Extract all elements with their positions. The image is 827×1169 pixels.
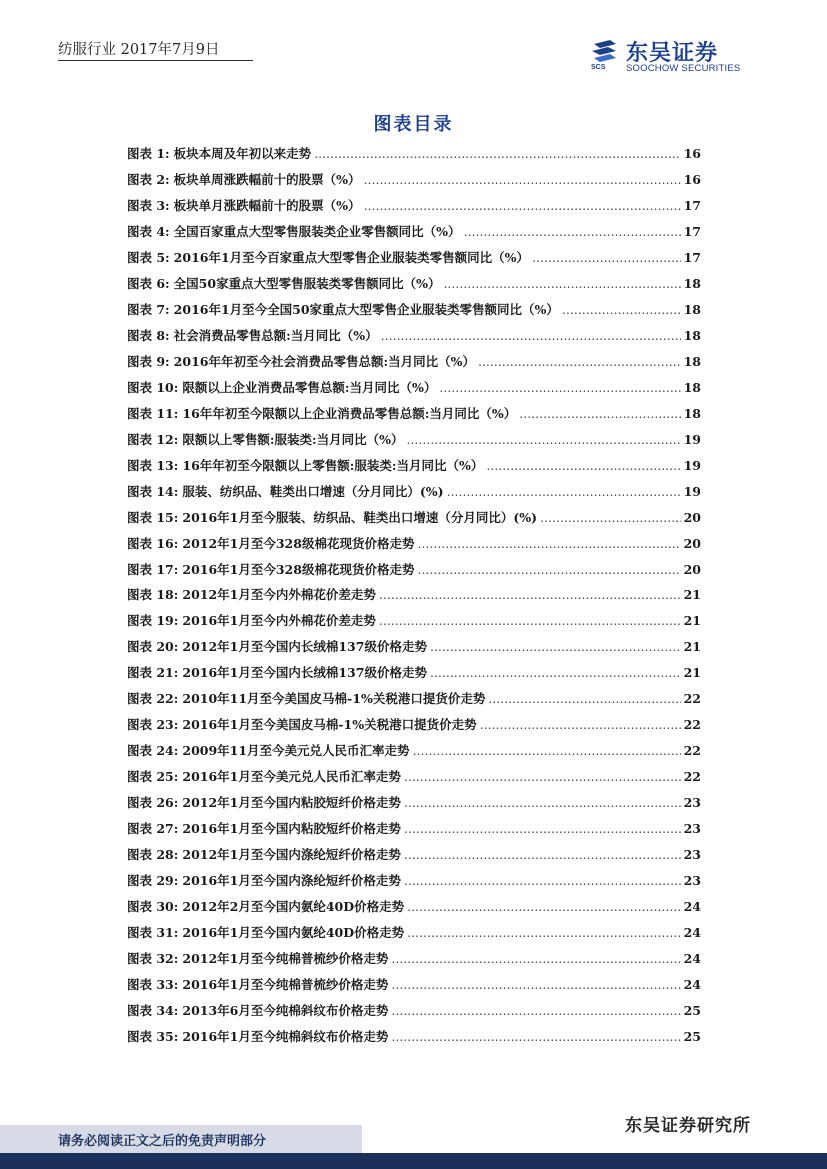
toc-entry-leader: [404, 873, 681, 888]
toc-entry-title: 2012年1月至今国内粘胶短纤价格走势: [182, 795, 401, 811]
toc-entry-prefix: 图表 12:: [127, 431, 179, 447]
toc-entry-prefix: 图表 10:: [127, 379, 179, 395]
toc-entry[interactable]: [127, 144, 701, 170]
toc-entry-title: 2016年1月至今美元兑人民币汇率走势: [182, 769, 401, 785]
toc-entry[interactable]: [127, 767, 701, 793]
toc-entry-leader: [413, 743, 681, 758]
toc-entry-prefix: 图表 35:: [127, 1028, 179, 1044]
toc-entry-page: 18: [683, 301, 701, 317]
toc-entry-leader: [480, 717, 681, 732]
toc-entry-title: 2009年11月至今美元兑人民币汇率走势: [182, 743, 410, 759]
toc-entry-page: 21: [683, 665, 701, 681]
toc-entry-title: 全国百家重点大型零售服装类企业零售额同比（%）: [173, 223, 461, 239]
toc-entry-leader: [406, 432, 680, 447]
toc-entry-leader: [404, 795, 681, 810]
toc-entry-leader: [391, 951, 680, 966]
toc-entry-leader: [488, 691, 680, 706]
toc-entry-leader: [391, 1003, 680, 1018]
toc-entry[interactable]: [127, 222, 701, 248]
toc-entry-title: 全国50家重点大型零售服装类零售额同比（%）: [173, 275, 441, 291]
toc-entry[interactable]: [127, 741, 701, 767]
toc-entry-prefix: 图表 33:: [127, 977, 179, 992]
toc-entry-leader: [447, 484, 681, 499]
toc-entry-prefix: 图表 19:: [127, 613, 179, 629]
toc-entry-page: 25: [683, 1028, 701, 1044]
toc-entry-prefix: 图表 4:: [127, 223, 170, 239]
toc-entry-leader: [439, 380, 680, 395]
footer-bar-dark: [0, 1153, 827, 1169]
toc-entry-page: 17: [683, 197, 701, 213]
toc-entry-title: 2012年1月至今国内涤纶短纤价格走势: [182, 847, 401, 863]
toc-entry-page: 17: [683, 249, 701, 265]
toc-entry-page: 16: [683, 171, 701, 187]
toc-entry-title: 2013年6月至今纯棉斜纹布价格走势: [182, 1002, 389, 1018]
toc-entry[interactable]: [127, 404, 701, 430]
toc-entry-leader: [404, 821, 681, 836]
toc-entry-page: 24: [683, 899, 701, 915]
toc-entry[interactable]: [127, 300, 701, 326]
toc-list: [127, 144, 701, 1053]
toc-entry-title: 2016年1月至今美国皮马棉-1%关税港口提货价走势: [182, 717, 477, 733]
toc-entry-title: 2012年1月至今328级棉花现货价格走势: [182, 535, 415, 551]
toc-entry-title: 2010年11月至今美国皮马棉-1%关税港口提货价走势: [182, 691, 486, 707]
toc-entry-page: 19: [683, 457, 701, 473]
toc-entry[interactable]: [127, 456, 701, 482]
toc-entry-title: 板块单月涨跌幅前十的股票（%）: [173, 197, 361, 213]
footer-disclaimer: 请务必阅读正文之后的免责声明部分: [58, 1134, 267, 1149]
toc-entry-leader: [364, 198, 681, 213]
toc-entry-page: 23: [683, 795, 701, 811]
toc-entry-prefix: 图表 29:: [127, 873, 179, 889]
toc-entry[interactable]: [127, 611, 701, 637]
toc-entry-prefix: 图表 7:: [127, 301, 170, 317]
toc-entry-page: 19: [683, 431, 701, 447]
toc-entry-prefix: 图表 31:: [127, 925, 179, 941]
toc-entry-title: 2016年1月至今百家重点大型零售企业服装类零售额同比（%）: [173, 249, 530, 265]
toc-entry-prefix: 图表 28:: [127, 847, 179, 863]
toc-entry-prefix: 图表 9:: [127, 353, 170, 369]
toc-entry-title: 2016年1月至今全国50家重点大型零售企业服装类零售额同比（%）: [173, 301, 559, 317]
toc-entry-title: 2016年1月至今国内长绒棉137级价格走势: [182, 665, 427, 681]
toc-entry[interactable]: [127, 871, 701, 897]
toc-entry-title: 16年年初至今限额以上企业消费品零售总额:当月同比（%）: [182, 405, 517, 421]
toc-entry[interactable]: [127, 196, 701, 222]
toc-entry[interactable]: [127, 326, 701, 352]
toc-entry-leader: [478, 354, 681, 369]
toc-entry-prefix: 图表 21:: [127, 665, 179, 681]
toc-entry-title: 2016年1月至今国内粘胶短纤价格走势: [182, 821, 401, 837]
toc-entry[interactable]: [127, 274, 701, 300]
toc-entry[interactable]: [127, 430, 701, 456]
toc-entry-prefix: 图表 13:: [127, 457, 179, 473]
logo-name-cn: 东吴证券: [626, 41, 719, 66]
toc-entry-title: 2012年1月至今内外棉花价差走势: [182, 587, 376, 603]
toc-entry[interactable]: [127, 508, 701, 534]
toc-entry[interactable]: [127, 949, 701, 975]
toc-entry-leader: [562, 302, 681, 317]
toc-entry-title: 2012年2月至今国内氨纶40D价格走势: [182, 899, 405, 915]
toc-entry-title: 2016年1月至今国内氨纶40D价格走势: [182, 925, 405, 941]
company-logo: [590, 36, 760, 76]
toc-entry-leader: [391, 1029, 680, 1044]
soochow-logo-icon: [590, 38, 620, 70]
toc-entry[interactable]: [127, 352, 701, 378]
toc-entry-prefix: 图表 14:: [127, 483, 179, 499]
toc-entry[interactable]: [127, 975, 701, 1001]
toc-entry-leader: [407, 899, 680, 914]
svg-text:SCS: SCS: [591, 64, 606, 70]
toc-entry-leader: [417, 562, 680, 577]
toc-title: 图表目录: [373, 114, 454, 135]
header-industry-date: 纺服行业 2017年7月9日: [58, 42, 220, 58]
toc-entry-leader: [417, 536, 680, 551]
toc-entry-prefix: 图表 11:: [127, 405, 179, 421]
toc-entry-page: 21: [683, 639, 701, 655]
toc-entry-title: 板块本周及年初以来走势: [173, 146, 312, 161]
toc-entry[interactable]: [127, 819, 701, 845]
toc-entry-page: 22: [683, 769, 701, 785]
toc-entry-page: 18: [683, 353, 701, 369]
toc-entry-prefix: 图表 32:: [127, 951, 179, 967]
toc-entry-page: 25: [683, 1002, 701, 1018]
toc-entry-page: 23: [683, 847, 701, 863]
toc-entry-prefix: 图表 26:: [127, 795, 179, 811]
toc-entry[interactable]: [127, 170, 701, 196]
toc-entry-page: 16: [683, 146, 701, 161]
toc-entry-leader: [379, 613, 681, 628]
toc-entry-prefix: 图表 3:: [127, 197, 170, 213]
toc-entry-title: 限额以上零售额:服装类:当月同比（%）: [182, 431, 404, 447]
toc-entry[interactable]: [127, 637, 701, 663]
toc-entry-leader: [430, 665, 681, 680]
toc-entry-page: 21: [683, 587, 701, 603]
toc-entry-leader: [404, 847, 681, 862]
toc-entry-page: 20: [683, 509, 701, 525]
header-underline: [58, 60, 253, 61]
toc-entry-title: 2016年1月至今纯棉普梳纱价格走势: [182, 977, 389, 992]
toc-entry[interactable]: [127, 534, 701, 560]
toc-entry-prefix: 图表 22:: [127, 691, 179, 707]
toc-entry[interactable]: [127, 1027, 701, 1053]
toc-entry-page: 19: [683, 483, 701, 499]
toc-entry[interactable]: [127, 793, 701, 819]
toc-entry-page: 18: [683, 379, 701, 395]
toc-entry-prefix: 图表 27:: [127, 821, 179, 837]
toc-entry-page: 17: [683, 223, 701, 239]
toc-entry-prefix: 图表 24:: [127, 743, 179, 759]
toc-entry-page: 18: [683, 327, 701, 343]
toc-entry-title: 2016年1月至今328级棉花现货价格走势: [182, 561, 415, 577]
toc-entry-prefix: 图表 30:: [127, 899, 179, 915]
toc-entry-leader: [464, 224, 681, 239]
toc-entry-leader: [404, 769, 681, 784]
toc-entry-prefix: 图表 8:: [127, 327, 170, 343]
toc-entry[interactable]: [127, 378, 701, 404]
toc-entry-prefix: 图表 23:: [127, 717, 179, 733]
toc-entry[interactable]: [127, 663, 701, 689]
toc-entry-page: 24: [683, 951, 701, 967]
toc-entry-prefix: 图表 17:: [127, 561, 179, 577]
toc-entry-page: 23: [683, 821, 701, 837]
toc-entry-prefix: 图表 20:: [127, 639, 179, 655]
toc-entry-leader: [519, 406, 680, 421]
toc-entry-page: 21: [683, 613, 701, 629]
footer-org-name: 东吴证券研究所: [625, 1116, 751, 1136]
toc-entry-page: 22: [683, 743, 701, 759]
toc-entry-title: 社会消费品零售总额:当月同比（%）: [173, 327, 378, 343]
toc-entry-leader: [407, 925, 680, 940]
toc-entry-prefix: 图表 1:: [127, 146, 170, 161]
toc-entry-page: 18: [683, 275, 701, 291]
toc-entry-prefix: 图表 6:: [127, 275, 170, 291]
toc-entry-title: 2016年1月至今服装、纺织品、鞋类出口增速（分月同比）(%): [182, 509, 538, 525]
toc-entry-leader: [443, 276, 680, 291]
toc-entry[interactable]: [127, 585, 701, 611]
toc-entry-page: 22: [683, 717, 701, 733]
toc-entry[interactable]: [127, 1001, 701, 1027]
toc-entry-title: 限额以上企业消费品零售总额:当月同比（%）: [182, 379, 437, 395]
toc-entry[interactable]: [127, 897, 701, 923]
toc-entry-title: 服装、纺织品、鞋类出口增速（分月同比）(%): [182, 483, 444, 499]
toc-entry-page: 18: [683, 405, 701, 421]
toc-entry-page: 20: [683, 561, 701, 577]
toc-entry[interactable]: [127, 248, 701, 274]
toc-entry-page: 23: [683, 873, 701, 889]
toc-entry-leader: [540, 510, 681, 525]
toc-entry[interactable]: [127, 689, 701, 715]
toc-entry[interactable]: [127, 715, 701, 741]
toc-entry-leader: [391, 977, 680, 992]
toc-entry-page: 24: [683, 977, 701, 992]
toc-entry-leader: [486, 458, 680, 473]
toc-entry-title: 16年年初至今限额以上零售额:服装类:当月同比（%）: [182, 457, 484, 473]
toc-entry-prefix: 图表 16:: [127, 535, 179, 551]
toc-entry-title: 2016年1月至今国内涤纶短纤价格走势: [182, 873, 401, 889]
toc-entry-prefix: 图表 25:: [127, 769, 179, 785]
toc-entry[interactable]: [127, 560, 701, 586]
logo-name-en: SOOCHOW SECURITIES: [626, 63, 741, 74]
toc-entry-title: 2016年1月至今内外棉花价差走势: [182, 613, 376, 629]
toc-entry-title: 板块单周涨跌幅前十的股票（%）: [173, 171, 361, 187]
toc-entry-page: 24: [683, 925, 701, 941]
toc-entry-prefix: 图表 5:: [127, 249, 170, 265]
toc-entry-prefix: 图表 2:: [127, 171, 170, 187]
toc-entry-leader: [430, 639, 681, 654]
toc-entry[interactable]: [127, 923, 701, 949]
toc-entry-leader: [532, 250, 681, 265]
toc-entry-page: 20: [683, 535, 701, 551]
toc-entry-page: 22: [683, 691, 701, 707]
toc-entry-title: 2016年1月至今纯棉斜纹布价格走势: [182, 1028, 389, 1044]
toc-entry-prefix: 图表 15:: [127, 509, 179, 525]
toc-entry-title: 2016年年初至今社会消费品零售总额:当月同比（%）: [173, 353, 475, 369]
toc-entry-title: 2012年1月至今国内长绒棉137级价格走势: [182, 639, 427, 655]
toc-entry-leader: [314, 146, 680, 161]
toc-entry[interactable]: [127, 482, 701, 508]
toc-entry-prefix: 图表 18:: [127, 587, 179, 603]
toc-entry-prefix: 图表 34:: [127, 1002, 179, 1018]
toc-entry-leader: [364, 172, 681, 187]
toc-entry[interactable]: [127, 845, 701, 871]
toc-entry-leader: [381, 328, 681, 343]
toc-entry-title: 2012年1月至今纯棉普梳纱价格走势: [182, 951, 389, 967]
toc-entry-leader: [379, 587, 681, 602]
